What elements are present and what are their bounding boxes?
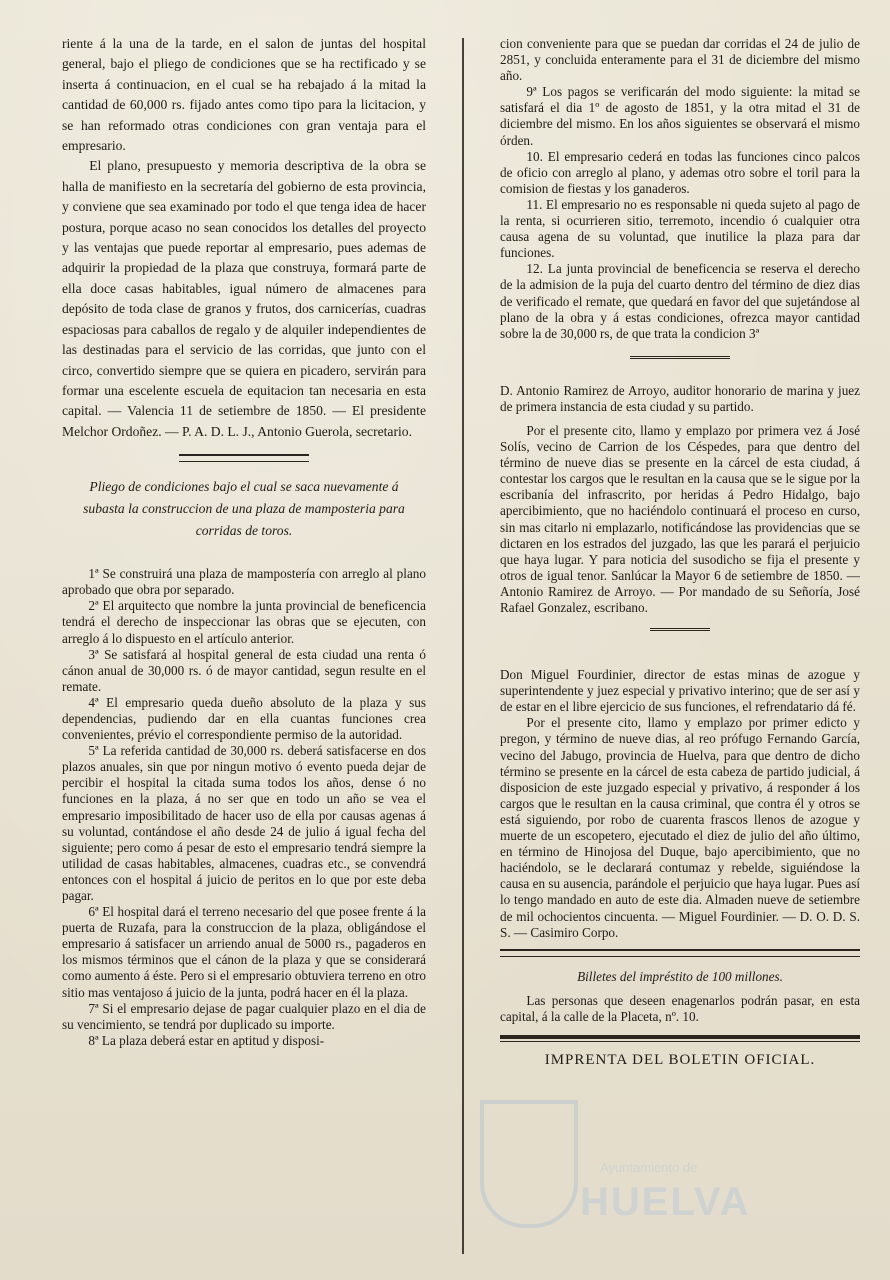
watermark-subtitle: Ayuntamiento de: [600, 1160, 698, 1175]
condition-7: 7ª Si el empresario dejase de pagar cualquier plazo en el dia de su vencimiento, se tendrá por duplicado su importe.: [62, 1000, 426, 1032]
condition-3: 3ª Se satisfará al hospital general de esta ciudad una renta ó cánon anual de 30,000 rs. ó de mayor cantidad, segun resulte en el remate.: [62, 646, 426, 694]
imprenta-footer: IMPRENTA DEL BOLETIN OFICIAL.: [544, 1051, 816, 1068]
condition-12: 12. La junta provincial de beneficencia se reserva el derecho de la admision de la puja del cuarto dentro del término de diez dias de verificado el remate, que quedará en favor del que sujetándose al plano de la obra y á estas condiciones, ofrezca mayor cantidad sobre la de 30,000 rs, de que trata la condicion 3ª: [500, 261, 860, 341]
condition-5: 5ª La referida cantidad de 30,000 rs. deberá satisfacerse en dos plazos anuales, sin que por ningun motivo ó evento pueda dejar de percibir el hospital la citada suma todos los años, dense ó no funciones en la plaza, á no ser que en todo un año se vea el empresario imposibilitado de hacer uso de ella por causas agenas á su voluntad, contándose el año desde 24 de julio á igual fecha del siguiente; pero como á pesar de esto el empresario tendrá siempre la utilidad de casas habitables, almacenes, cuadras etc., se convendrá entonces con el hospital á juicio de peritos en lo que por este deba pagar.: [62, 743, 426, 903]
crest-icon: [480, 1100, 578, 1228]
ornament-separator: [630, 356, 730, 365]
billetes-title: Billetes del impréstito de 100 millones.: [577, 968, 783, 984]
pliego-heading: Pliego de condiciones bajo el cual se saca nuevamente á subasta la construccion de una plaza de mamposteria para corridas de toros.: [83, 479, 405, 539]
archive-watermark: [480, 1090, 751, 1270]
paragraph-intro: riente á la una de la tarde, en el salon de juntas del hospital general, bajo el pliego de condiciones que se ha rectificado y se inserta á continuacion, en el cual se ha rebajado á la mitad la cantidad de 60,000 rs. fijado antes como tipo para la licitacion, y se han reformado otras condiciones con gran ventaja para el empresario.: [62, 36, 426, 154]
arroyo-title: D. Antonio Ramirez de Arroyo, auditor honorario de marina y juez de primera instancia de esta ciudad y su partido.: [500, 382, 860, 414]
condition-6: 6ª El hospital dará el terreno necesario del que posee frente á la puerta de Ruzafa, para la construccion de la plaza, obligándose el empresario á satisfacer un arriendo anual de 5000 rs., pagaderos en los mismos términos que el cánon de la plaza y que se considerará como aumento á éste. Pero si el empresario obtuviera terreno en otro sitio mas ventajoso á juicio de la junta, podrá hacer en él la plaza.: [62, 904, 426, 1000]
condition-8: 8ª La plaza deberá estar en aptitud y disposi-: [88, 1032, 325, 1048]
arroyo-edict: Por el presente cito, llamo y emplazo por primera vez á José Solís, vecino de Carrion de los Céspedes, para que dentro del término de nueve dias se presente en la cárcel de esta ciudad, á contestar los cargos que le resultan en la causa que se le sigue por la escribanía del infrascrito, por heridas á Pedro Hidalgo, bajo apercibimiento, que no haciéndolo continuará el proceso en curso, sin mas citarlo ni emplazarlo, notificándose las providencias que se dictaren en los estrados del juzgado, las que les parará el perjuicio que haya lugar. Y para noticia del susodicho se fija el presente y otros de igual tenor. Sanlúcar la Mayor 6 de setiembre de 1850. — Antonio Ramirez de Arroyo. — Por mandado de su Señoría, José Rafael Gonzalez, escribano.: [500, 422, 860, 615]
fourdinier-edict: Por el presente cito, llamo y emplazo por primer edicto y pregon, y término de nueve dias, al reo prófugo Fernando García, vecino del Jabugo, provincia de Huelva, para que dentro de dicho término se presente en la cárcel de esta cabeza de partido judicial, á disposicion de este juzgado especial y privativo, á responder á los cargos que le resultan en la causa criminal, que contra él y otros se está siguiendo, por robo de cuarenta frascos llenos de azogue y muerte de un escopetero, ejecutado el diez de julio del año último, en término de Hinojosa del Duque, bajo apercibimiento, que no haciéndolo, se le declarará contumaz y rebelde, siguiéndose la causa en su ausencia, parándole el perjuicio que haya lugar. Pues así lo tengo mandado en auto de este dia. Almaden nueve de setiembre de mil ochocientos cincuenta. — Miguel Fourdinier. — D. O. D. S. S. — Casimiro Corpo.: [500, 715, 860, 940]
watermark-text: HUELVA: [580, 1180, 751, 1224]
left-column: [62, 34, 426, 1049]
condition-9: 9ª Los pagos se verificarán del modo siguiente: la mitad se satisfará el dia 1º de agosto de 1851, y la otra mitad el 31 de diciembre del mismo. En los años siguientes se observará el mismo órden.: [500, 84, 860, 148]
footer-rule: [500, 1035, 860, 1039]
condition-2: 2ª El arquitecto que nombre la junta provincial de beneficencia tendrá el derecho de inspeccionar las obras que se ejecuten, con arreglo á lo dispuesto en el artículo anterior.: [62, 598, 426, 646]
billetes-notice: Las personas que deseen enagenarlos podrán pasar, en esta capital, á la calle de la Placeta, nº. 10.: [500, 992, 860, 1024]
ornament-separator-2: [650, 628, 710, 637]
billetes-separator: [500, 949, 860, 957]
conditions-list: [62, 566, 426, 1049]
column-divider: [462, 38, 464, 1254]
fourdinier-title: Don Miguel Fourdinier, director de estas minas de azogue y superintendente y juez especial y privativo interino; que de ser así y de estar en el libre ejercicio de sus funciones, el refrendatario dá fé.: [500, 667, 860, 715]
condition-11: 11. El empresario no es responsable ni queda sujeto al pago de la renta, si ocurrieren sitio, terremoto, incendio ó cualquier otra causa agena de su voluntad, que inutilice la plaza para dar funciones.: [500, 196, 860, 261]
condition-10: 10. El empresario cederá en todas las funciones cinco palcos de oficio con arreglo al plano, y ademas otro sobre el toril para la comision de fiestas y los ganaderos.: [500, 148, 860, 196]
footer-rule-thin: [500, 1041, 860, 1042]
condition-1: 1ª Se construirá una plaza de mampostería con arreglo al plano aprobado que obra por separado.: [62, 566, 426, 598]
right-column: [500, 36, 860, 1068]
paragraph-plano: El plano, presupuesto y memoria descriptiva de la obra se halla de manifiesto en la secretaría del gobierno de esta provincia, y conviene que sea examinado por todo el que tenga idea de hacer postura, porque acaso no sean conocidos los detalles del proyecto y las ventajas que puede reportar al empresario, pues ademas de adquirir la propiedad de la plaza que construya, formará parte de ella doce casas habitables, igual número de almacenes para depósito de toda clase de granos y frutos, dos carnicerías, cuadras espaciosas para caballos de regalo y de alquiler independientes de las destinadas para el servicio de las corridas, que junto con el circo, convertido siempre que se quiera en picadero, servirán para formar una escelente escuela de equitacion tan necesaria en esta capital. — Valencia 11 de setiembre de 1850. — El presidente Melchor Ordoñez. — P. A. D. L. J., Antonio Guerola, secretario.: [62, 158, 426, 439]
condition-4: 4ª El empresario queda dueño absoluto de la plaza y sus dependencias, pudiendo dar en ella cuantas funciones crea convenientes, prévio el correspondiente permiso de la autoridad.: [62, 694, 426, 743]
section-separator: [179, 454, 309, 462]
condition-8-continued: cion conveniente para que se puedan dar corridas el 24 de julio de 2851, y concluida enteramente para el 31 de diciembre del mismo año.: [500, 36, 860, 84]
